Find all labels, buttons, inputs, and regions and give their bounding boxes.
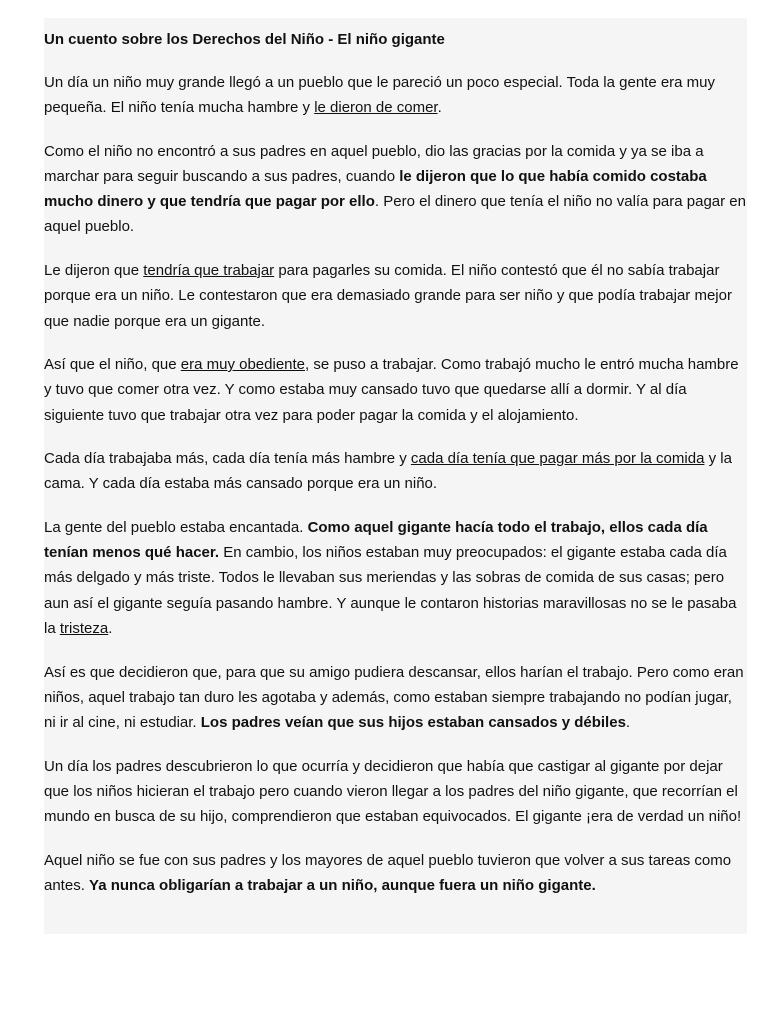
paragraph-1: Un día un niño muy grande llegó a un pueblo que le pareció un poco especial. Toda la gente era muy pequeña. El niño tenía mucha hambre y le dieron de comer. — [44, 73, 716, 117]
underlined-phrase: tristeza — [59, 620, 109, 638]
underlined-phrase: cada día tenía que pagar más por la comida — [410, 450, 705, 468]
bold-phrase: Ya nunca obligarían a trabajar a un niño, aunque fuera un niño gigante. — [89, 877, 596, 895]
bold-phrase: le dijeron que lo que había comido costaba mucho dinero y que tendría que pagar por ello — [44, 167, 707, 211]
article-content — [44, 27, 747, 917]
article-title: Un cuento sobre los Derechos del Niño - El niño gigante — [44, 31, 445, 48]
paragraph-7: Así es que decidieron que, para que su amigo pudiera descansar, ellos harían el trabajo. Pero como eran niños, aquel trabajo tan duro les agotaba y además, como estaban siempre trabajando no podían jugar, ni ir al cine, ni estudiar. Los padres veían que sus hijos estaban cansados y débiles. — [44, 663, 744, 732]
paragraph-6: La gente del pueblo estaba encantada. Como aquel gigante hacía todo el trabajo, ellos cada día tenían menos qué hacer. En cambio, los niños estaban muy preocupados: el gigante estaba cada día más delgado y más triste. Todos le llevaban sus meriendas y las sobras de comida de sus casas; pero aun así el gigante seguía pasando hambre. Y aunque le contaron historias maravillosas no se le pasaba la tristeza. — [44, 518, 737, 638]
underlined-phrase: tendría que trabajar — [143, 261, 275, 279]
underlined-phrase: era muy obediente — [180, 356, 306, 374]
paragraph-9: Aquel niño se fue con sus padres y los mayores de aquel pueblo tuvieron que volver a sus tareas como antes. Ya nunca obligarían a trabajar a un niño, aunque fuera un niño gigante. — [44, 851, 732, 895]
paragraph-3: Le dijeron que tendría que trabajar para pagarles su comida. El niño contestó que él no sabía trabajar porque era un niño. Le contestaron que era demasiado grande para ser niño y que podía trabajar mejor que nadie porque era un gigante. — [44, 261, 732, 330]
paragraph-2: Como el niño no encontró a sus padres en aquel pueblo, dio las gracias por la comida y ya se iba a marchar para seguir buscando a sus padres, cuando le dijeron que lo que había comido costaba mucho dinero y que tendría que pagar por ello. Pero el dinero que tenía el niño no valía para pagar en aquel pueblo. — [44, 142, 746, 236]
underlined-phrase: le dieron de comer — [314, 99, 438, 117]
bold-phrase: Los padres veían que sus hijos estaban cansados y débiles — [200, 714, 626, 732]
paragraph-8: Un día los padres descubrieron lo que ocurría y decidieron que había que castigar al gigante por dejar que los niños hicieran el trabajo pero cuando vieron llegar a los padres del niño gigante, que recorrían el mundo en busca de su hijo, comprendieron que estaban equivocados. El gigante ¡era de verdad un niño! — [44, 757, 742, 826]
paragraph-4: Así que el niño, que era muy obediente, se puso a trabajar. Como trabajó mucho le entró mucha hambre y tuvo que comer otra vez. Y como estaba muy cansado tuvo que quedarse allí a dormir. Y al día siguiente tuvo que trabajar otra vez para poder pagar la comida y el alojamiento. — [44, 356, 739, 424]
paragraph-5: Cada día trabajaba más, cada día tenía más hambre y cada día tenía que pagar más por la comida y la cama. Y cada día estaba más cansado porque era un niño. — [44, 450, 732, 493]
bold-phrase: Como aquel gigante hacía todo el trabajo, ellos cada día tenían menos qué hacer. — [44, 518, 708, 562]
